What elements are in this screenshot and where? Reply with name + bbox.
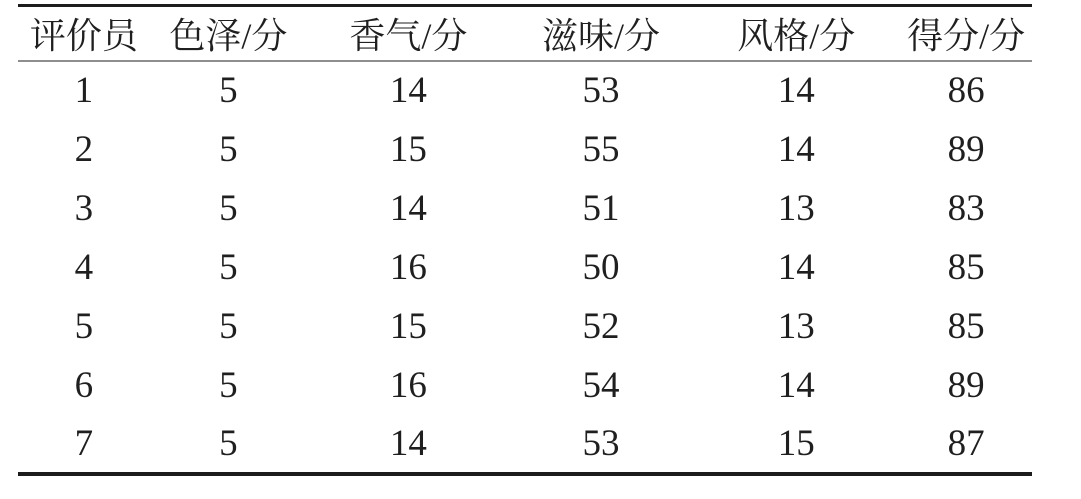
- col-header-total-score: 得分/分: [900, 6, 1032, 61]
- table-cell: 16: [389, 364, 427, 406]
- table-cell: 85: [947, 246, 985, 288]
- table-cell: 5: [219, 305, 238, 347]
- table-cell: 50: [582, 246, 620, 288]
- table-cell: 5: [219, 70, 238, 111]
- table-cell: 54: [582, 364, 620, 406]
- table-cell: 14: [777, 70, 815, 111]
- table-cell: 86: [947, 70, 985, 111]
- header-row: [18, 6, 1032, 61]
- table-cell: 89: [947, 128, 985, 170]
- table-cell: 7: [74, 422, 94, 464]
- col-header-evaluator: 评价员: [18, 6, 150, 61]
- evaluation-table-container: [18, 4, 1032, 476]
- table-cell: 5: [219, 187, 238, 229]
- table-cell: 89: [947, 364, 985, 406]
- table-cell: 87: [947, 422, 985, 464]
- table-row: [18, 415, 1032, 474]
- table-cell: 13: [777, 187, 815, 229]
- table-cell: 14: [777, 364, 815, 406]
- table-cell: 85: [947, 305, 985, 347]
- table-cell: 53: [582, 422, 620, 464]
- table-cell: 5: [74, 305, 94, 347]
- table-cell: 14: [389, 70, 427, 111]
- table-cell: 14: [777, 128, 815, 170]
- table-row: [18, 120, 1032, 179]
- table-cell: 14: [389, 187, 427, 229]
- table-cell: 14: [389, 422, 427, 464]
- table-cell: 52: [582, 305, 620, 347]
- col-header-aroma-score: 香气/分: [307, 6, 510, 61]
- evaluation-table: [18, 4, 1032, 476]
- table-cell: 15: [777, 422, 815, 464]
- table-cell: 5: [219, 364, 238, 406]
- table-cell: 15: [389, 128, 427, 170]
- col-header-color-score: 色泽/分: [150, 6, 307, 61]
- table-cell: 83: [947, 187, 985, 229]
- table-cell: 15: [389, 305, 427, 347]
- table-cell: 13: [777, 305, 815, 347]
- table-cell: 53: [582, 70, 620, 111]
- table-cell: 55: [582, 128, 620, 170]
- table-row: [18, 297, 1032, 356]
- table-cell: 2: [74, 128, 94, 170]
- table-cell: 1: [74, 70, 94, 111]
- table-cell: 5: [219, 246, 238, 288]
- table-cell: 51: [582, 187, 620, 229]
- table-cell: 4: [74, 246, 94, 288]
- table-row: [18, 179, 1032, 238]
- table-cell: 5: [219, 422, 238, 464]
- table-cell: 14: [777, 246, 815, 288]
- table-row: [18, 61, 1032, 120]
- col-header-style-score: 风格/分: [692, 6, 900, 61]
- table-cell: 3: [74, 187, 94, 229]
- table-cell: 16: [389, 246, 427, 288]
- col-header-taste-score: 滋味/分: [510, 6, 693, 61]
- table-cell: 5: [219, 128, 238, 170]
- table-cell: 6: [74, 364, 94, 406]
- table-row: [18, 238, 1032, 297]
- table-row: [18, 356, 1032, 415]
